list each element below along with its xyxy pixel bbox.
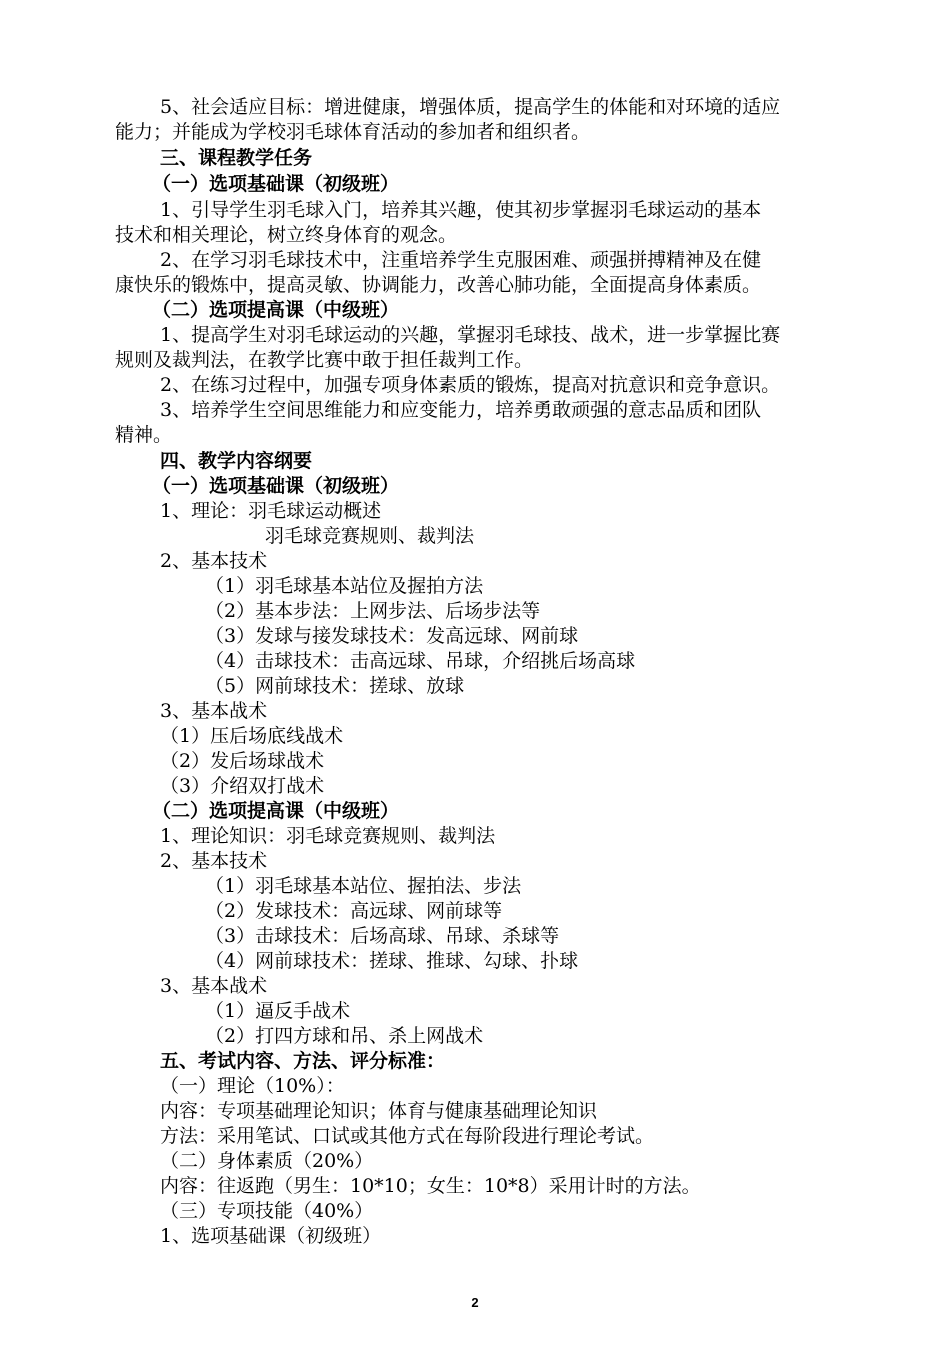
text-line: 技术和相关理论，树立终身体育的观念。 bbox=[115, 224, 458, 246]
text-line: 3、基本战术 bbox=[160, 975, 268, 997]
text-line: （1）羽毛球基本站位、握拍法、步法 bbox=[205, 875, 522, 897]
text-line: （3）击球技术：后场高球、吊球、杀球等 bbox=[205, 925, 560, 947]
text-line: 3、基本战术 bbox=[160, 700, 268, 722]
text-line: 内容：专项基础理论知识；体育与健康基础理论知识 bbox=[160, 1100, 598, 1122]
text-line: （3）介绍双打战术 bbox=[160, 775, 325, 797]
text-line: （1）羽毛球基本站位及握拍方法 bbox=[205, 575, 484, 597]
text-line: 1、提高学生对羽毛球运动的兴趣，掌握羽毛球技、战术，进一步掌握比赛 bbox=[160, 324, 781, 346]
text-line: 内容：往返跑（男生：10*10；女生：10*8）采用计时的方法。 bbox=[160, 1175, 701, 1197]
text-line: 方法：采用笔试、口试或其他方式在每阶段进行理论考试。 bbox=[160, 1125, 655, 1147]
text-line: 1、理论：羽毛球运动概述 bbox=[160, 500, 382, 522]
section-heading: 三、课程教学任务 bbox=[160, 147, 313, 169]
page-number: 2 bbox=[471, 1295, 479, 1310]
text-line: 2、基本技术 bbox=[160, 850, 268, 872]
section-heading: （二）选项提高课（中级班） bbox=[152, 800, 400, 822]
text-line: （二）身体素质（20%） bbox=[160, 1150, 374, 1172]
text-line: 5、社会适应目标：增进健康，增强体质，提高学生的体能和对环境的适应 bbox=[160, 96, 781, 118]
text-line: （5）网前球技术：搓球、放球 bbox=[205, 675, 465, 697]
text-line: （3）发球与接发球技术：发高远球、网前球 bbox=[205, 625, 579, 647]
text-line: 2、在练习过程中，加强专项身体素质的锻炼，提高对抗意识和竞争意识。 bbox=[160, 374, 781, 396]
text-line: （2）发球技术：高远球、网前球等 bbox=[205, 900, 503, 922]
text-line: （2）基本步法：上网步法、后场步法等 bbox=[205, 600, 541, 622]
text-line: （4）击球技术：击高远球、吊球，介绍挑后场高球 bbox=[205, 650, 636, 672]
text-line: （2）发后场球战术 bbox=[160, 750, 325, 772]
text-line: （2）打四方球和吊、杀上网战术 bbox=[205, 1025, 484, 1047]
text-line: 能力；并能成为学校羽毛球体育活动的参加者和组织者。 bbox=[115, 121, 591, 143]
text-line: 羽毛球竞赛规则、裁判法 bbox=[265, 525, 475, 547]
text-line: （一）理论（10%）： bbox=[160, 1075, 345, 1097]
text-line: 2、基本技术 bbox=[160, 550, 268, 572]
text-line: 1、选项基础课（初级班） bbox=[160, 1225, 382, 1247]
text-line: （三）专项技能（40%） bbox=[160, 1200, 374, 1222]
section-heading: （一）选项基础课（初级班） bbox=[152, 475, 400, 497]
section-heading: 五、考试内容、方法、评分标准： bbox=[160, 1050, 446, 1072]
text-line: 1、理论知识：羽毛球竞赛规则、裁判法 bbox=[160, 825, 496, 847]
text-line: 3、培养学生空间思维能力和应变能力，培养勇敢顽强的意志品质和团队 bbox=[160, 399, 762, 421]
text-line: （4）网前球技术：搓球、推球、勾球、扑球 bbox=[205, 950, 579, 972]
text-line: 1、引导学生羽毛球入门，培养其兴趣，使其初步掌握羽毛球运动的基本 bbox=[160, 199, 762, 221]
text-line: 2、在学习羽毛球技术中，注重培养学生克服困难、顽强拼搏精神及在健 bbox=[160, 249, 762, 271]
text-line: 精神。 bbox=[115, 424, 173, 446]
text-line: 规则及裁判法，在教学比赛中敢于担任裁判工作。 bbox=[115, 349, 534, 371]
section-heading: （二）选项提高课（中级班） bbox=[152, 299, 400, 321]
text-line: 康快乐的锻炼中，提高灵敏、协调能力，改善心肺功能，全面提高身体素质。 bbox=[115, 274, 762, 296]
section-heading: 四、教学内容纲要 bbox=[160, 450, 313, 472]
text-line: （1）逼反手战术 bbox=[205, 1000, 351, 1022]
text-line: （1）压后场底线战术 bbox=[160, 725, 344, 747]
section-heading: （一）选项基础课（初级班） bbox=[152, 173, 400, 195]
